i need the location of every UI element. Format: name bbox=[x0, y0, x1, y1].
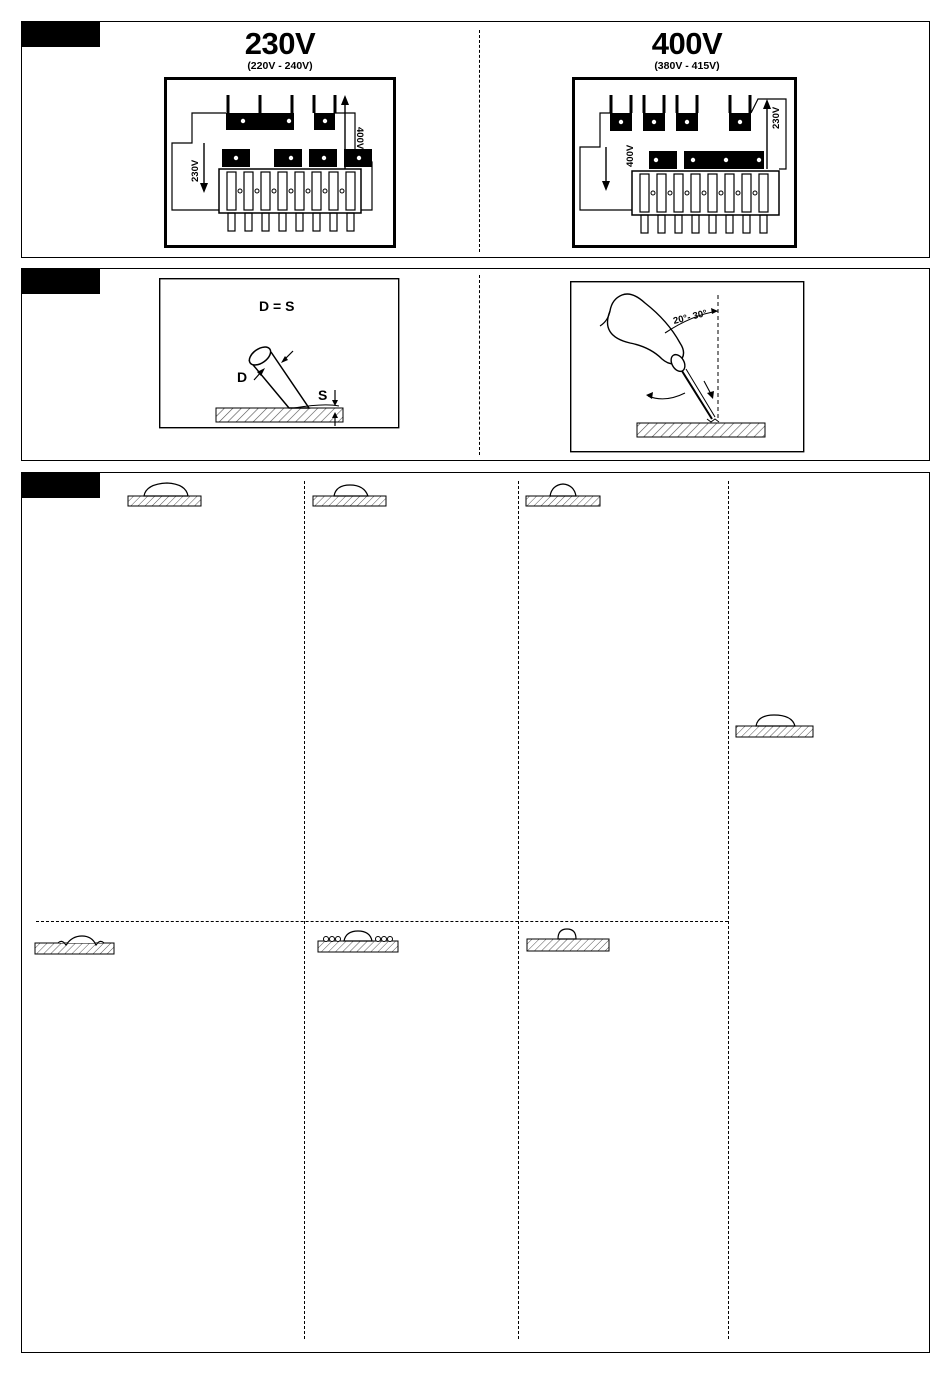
electrode-diameter-diagram bbox=[159, 278, 400, 429]
bead-profile-3 bbox=[526, 484, 600, 506]
diameter-label: D bbox=[237, 369, 248, 385]
voltage-range-230: (220V - 240V) bbox=[247, 60, 313, 72]
arrow-label-230: 230V bbox=[771, 106, 782, 129]
bead-profile-4 bbox=[736, 715, 813, 737]
weld-bead-panel bbox=[21, 472, 930, 1353]
bead-profile-1 bbox=[128, 483, 201, 506]
diameter-formula: D = S bbox=[259, 298, 295, 314]
terminal-board-230-diagram bbox=[164, 77, 398, 249]
welding-angle-diagram bbox=[570, 281, 805, 453]
arrow-label-400: 400V bbox=[354, 127, 365, 150]
voltage-title-400: 400V bbox=[651, 26, 723, 61]
wiring-panel bbox=[21, 21, 930, 258]
voltage-range-400: (380V - 415V) bbox=[654, 60, 720, 72]
weld-bead-profiles bbox=[22, 473, 931, 1354]
voltage-title-230: 230V bbox=[244, 26, 316, 61]
panel-divider bbox=[479, 30, 480, 252]
bead-profile-7 bbox=[527, 929, 609, 951]
electrode-panel bbox=[21, 268, 930, 461]
terminal-board-400-diagram bbox=[572, 77, 799, 249]
thickness-label: S bbox=[318, 387, 328, 403]
arrow-label-400: 400V bbox=[625, 144, 636, 167]
section-tab-1 bbox=[22, 22, 100, 47]
angle-label: 20°- 30° bbox=[672, 307, 709, 327]
bead-profile-6 bbox=[318, 931, 398, 952]
bead-profile-2 bbox=[313, 485, 386, 506]
section-tab-2 bbox=[22, 269, 100, 294]
panel-divider bbox=[479, 275, 480, 455]
bead-profile-5 bbox=[35, 936, 114, 954]
arrow-label-230: 230V bbox=[190, 159, 201, 182]
